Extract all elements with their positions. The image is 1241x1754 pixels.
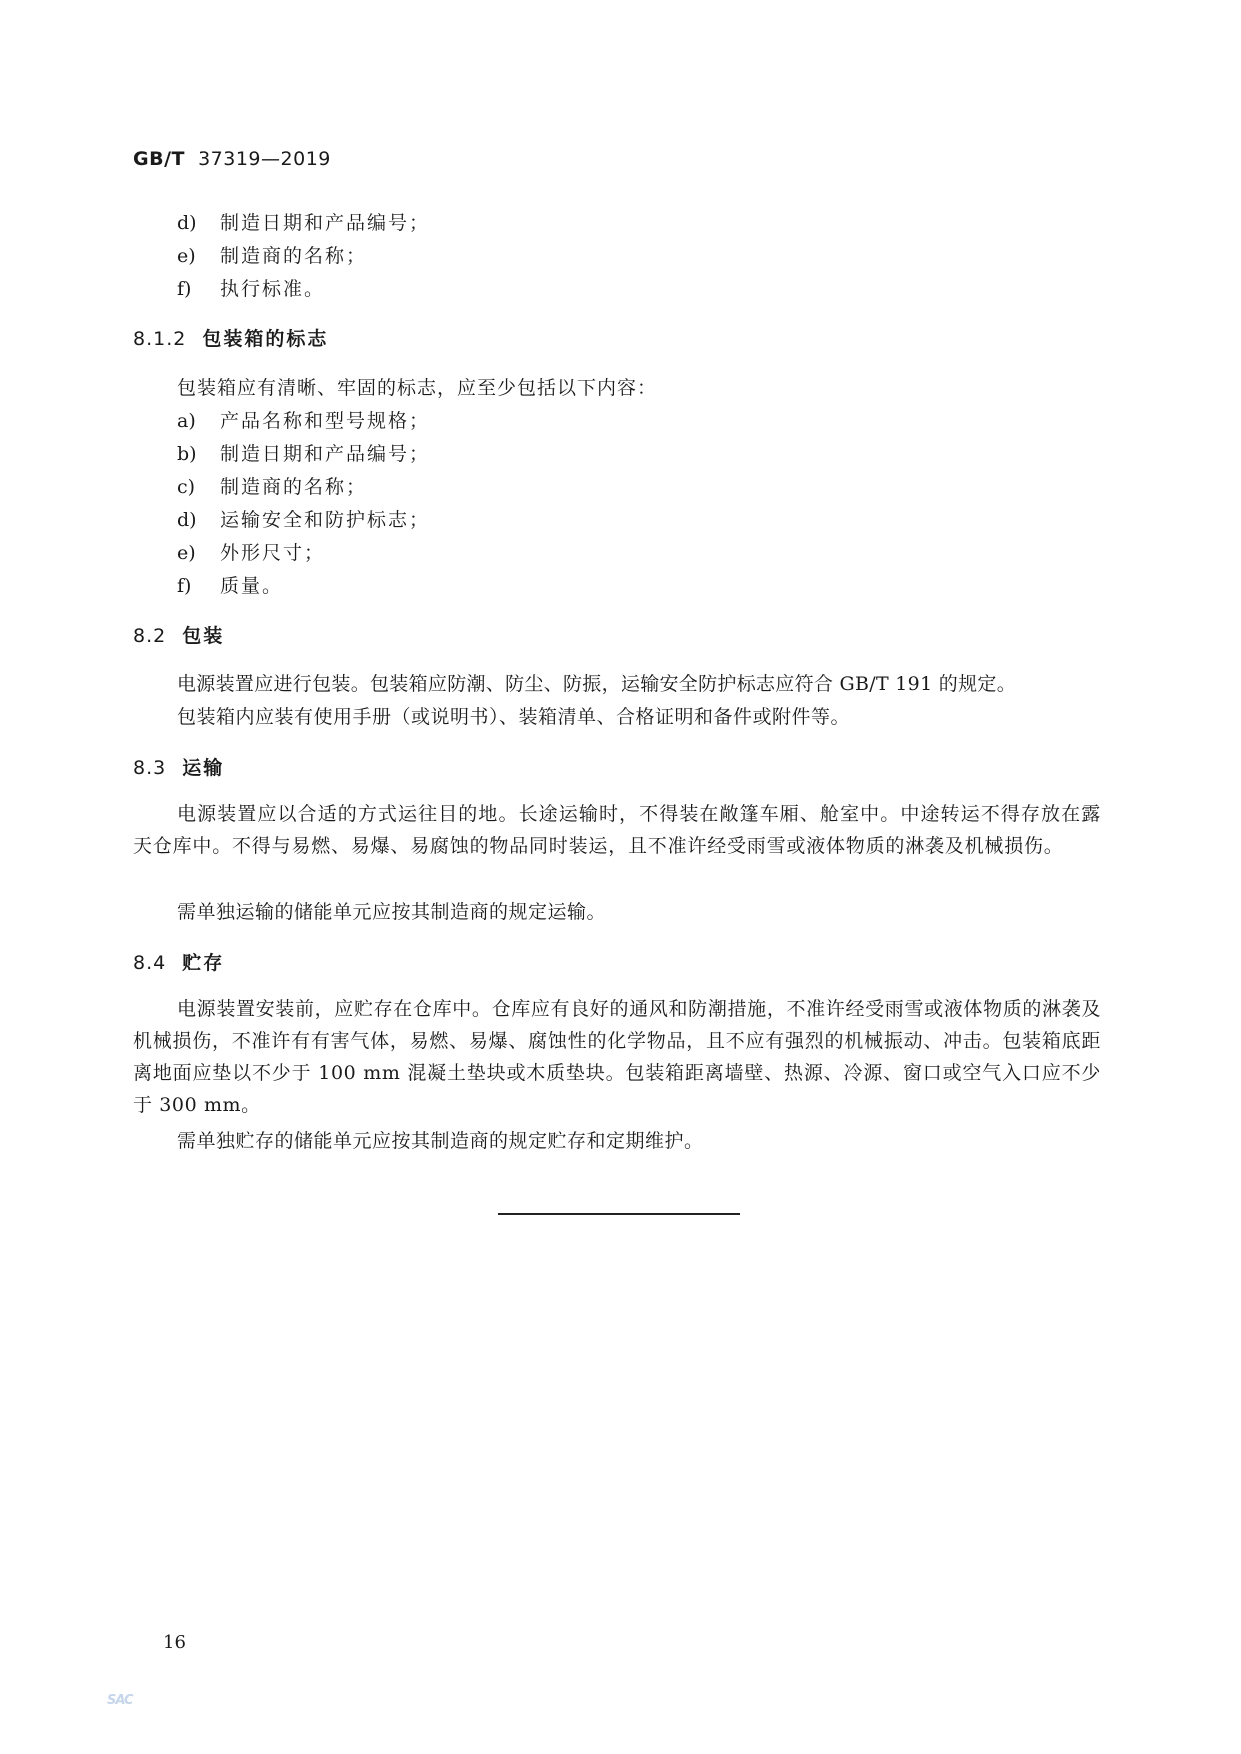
standard-code: GB/T [133, 148, 185, 170]
paragraph: 电源装置应以合适的方式运往目的地。长途运输时，不得装在敞篷车厢、舱室中。中途转运不得存放在露天仓库中。不得与易燃、易爆、易腐蚀的物品同时装运，且不准许经受雨雪或液体物质的淋袭及机械损伤。 [133, 803, 1101, 857]
section-number: 8.3 [133, 757, 167, 779]
paragraph: 需单独运输的储能单元应按其制造商的规定运输。 [177, 901, 607, 923]
section-title: 运输 [182, 757, 225, 779]
list-item-label: b) [177, 443, 197, 465]
list-item-text: 质量。 [220, 575, 284, 597]
sac-watermark-logo [107, 1693, 141, 1721]
list-item-label: d) [177, 212, 197, 234]
list-item-label: e) [177, 542, 196, 564]
paragraph: 包装箱应有清晰、牢固的标志，应至少包括以下内容： [177, 377, 658, 399]
end-rule [498, 1213, 740, 1215]
section-number: 8.2 [133, 625, 167, 647]
paragraph: 电源装置安装前，应贮存在仓库中。仓库应有良好的通风和防潮措施，不准许经受雨雪或液体物质的淋袭及机械损伤，不准许有有害气体，易燃、易爆、腐蚀性的化学物品，且不应有强烈的机械振动、冲击。包装箱底距离地面应垫以不少于 100 mm 混凝土垫块或木质垫块。包装箱距离墙壁、热源、冷源、窗口或空气入口应不少于 300 mm。 [133, 998, 1101, 1116]
list-item [177, 505, 430, 532]
paragraph: 电源装置应进行包装。包装箱应防潮、防尘、防振，运输安全防护标志应符合 GB/T 191 的规定。 [177, 673, 1016, 695]
page-number: 16 [163, 1632, 186, 1653]
list-item [177, 274, 325, 301]
section-title: 包装 [182, 625, 225, 647]
list-item-label: d) [177, 509, 197, 531]
list-item [177, 538, 325, 565]
list-item-text: 制造商的名称； [220, 245, 368, 267]
list-item [177, 472, 367, 499]
section-number: 8.1.2 [133, 328, 187, 350]
section-heading-8-1-2 [133, 324, 328, 351]
standard-number: 37319—2019 [198, 148, 331, 170]
list-item-text: 运输安全和防护标志； [220, 509, 431, 531]
list-item-label: f) [177, 278, 192, 300]
list-item-text: 制造商的名称； [220, 476, 368, 498]
list-item [177, 406, 430, 433]
document-header [133, 148, 331, 170]
list-item-text: 制造日期和产品编号； [220, 212, 431, 234]
section-number: 8.4 [133, 952, 167, 974]
list-item-label: a) [177, 410, 196, 432]
list-item [177, 241, 367, 268]
list-item-text: 外形尺寸； [220, 542, 326, 564]
list-item-text: 执行标准。 [220, 278, 326, 300]
section-heading-8-2 [133, 621, 224, 648]
section-heading-8-4 [133, 948, 224, 975]
paragraph: 包装箱内应装有使用手册（或说明书）、装箱清单、合格证明和备件或附件等。 [177, 706, 851, 728]
list-item-label: c) [177, 476, 196, 498]
section-title: 贮存 [182, 952, 225, 974]
list-item-label: e) [177, 245, 196, 267]
list-item-label: f) [177, 575, 192, 597]
paragraph: 需单独贮存的储能单元应按其制造商的规定贮存和定期维护。 [177, 1130, 704, 1152]
sac-watermark-text: SAC [107, 1693, 133, 1708]
section-title: 包装箱的标志 [202, 328, 329, 350]
list-item [177, 439, 430, 466]
list-item-text: 制造日期和产品编号； [220, 443, 431, 465]
list-item [177, 208, 430, 235]
section-heading-8-3 [133, 753, 224, 780]
list-item [177, 571, 283, 598]
list-item-text: 产品名称和型号规格； [220, 410, 431, 432]
